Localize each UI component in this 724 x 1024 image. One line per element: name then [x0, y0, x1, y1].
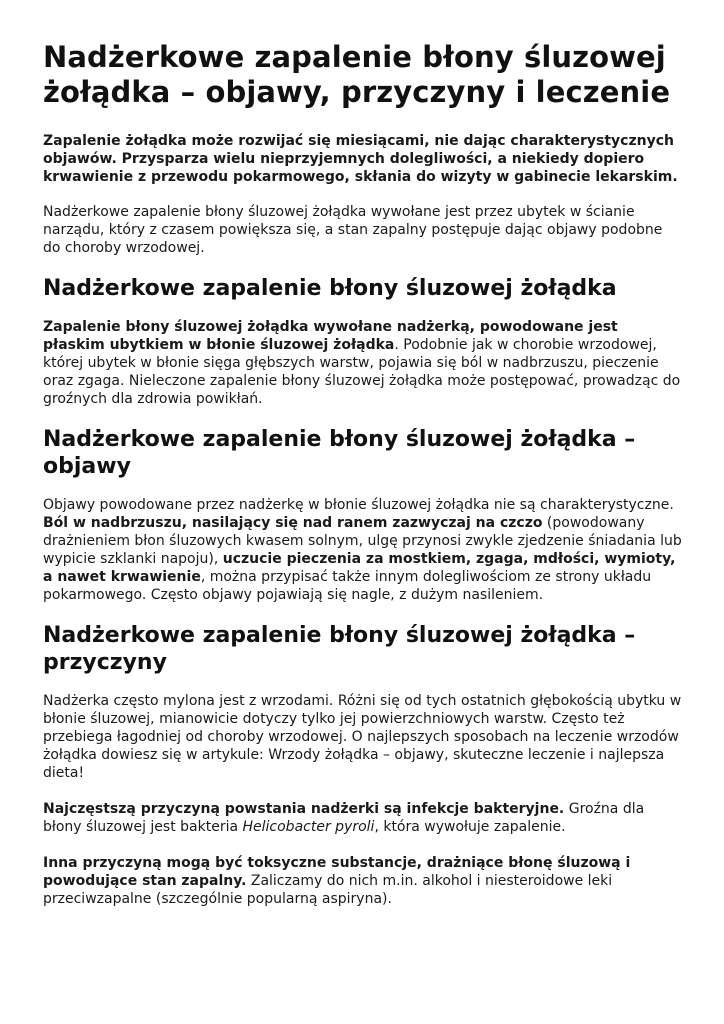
causes-bold-toxins: Inna przyczyną mogą być toksyczne substancje, drażniące błonę śluzową i powodujące stan zapalny.: [43, 855, 631, 889]
section-overview-paragraph: [43, 318, 684, 408]
symptoms-text-a: Objawy powodowane przez nadżerkę w błonie śluzowej żołądka nie są charakterystyczne.: [43, 497, 674, 513]
causes-text-b: , która wywołuje zapalenie.: [374, 819, 566, 835]
causes-italic-bacteria-name: Helicobacter pyroli: [242, 819, 375, 835]
causes-text-toxins: Zaliczamy do nich m.in. alkohol i niesteroidowe leki przeciwzapalne (szczególnie popularną aspiryna).: [43, 873, 613, 907]
article-lead: Zapalenie żołądka może rozwijać się miesiącami, nie dając charakterystycznych objawów. Przysparza wielu nieprzyjemnych dolegliwości, a niekiedy dopiero krwawienie z przewodu pokarmowego, skłania do wizyty w gabinecie lekarskim.: [43, 133, 678, 185]
article-intro: Nadżerkowe zapalenie błony śluzowej żołądka wywołane jest przez ubytek w ścianie narządu, który z czasem powiększa się, a stan zapalny postępuje dając objawy podobne do choroby wrzodowej.: [43, 204, 663, 256]
section-causes-paragraph-1: Nadżerka często mylona jest z wrzodami. Różni się od tych ostatnich głębokością ubytku w błonie śluzowej, mianowicie dotyczy tylko jej powierzchniowych warstw. Często też przebiega łagodniej od choroby wrzodowej. O najlepszych sposobach na leczenie wrzodów żołądka dowiesz się w artykule: Wrzody żołądka – objawy, skuteczne leczenie i najlepsza dieta!: [43, 693, 682, 781]
section-causes-paragraph-2: [43, 800, 684, 836]
symptoms-bold-b: Ból w nadbrzuszu, nasilający się nad ranem zazwyczaj na czczo: [43, 515, 543, 531]
causes-text-a: Groźna dla błony śluzowej jest bakteria: [43, 801, 645, 835]
symptoms-text-c: (powodowany drażnieniem błon śluzowych kwasem solnym, ulgę przynosi zwykle zjedzenie śniadania lub wypicie szklanki napoju),: [43, 515, 682, 567]
section-symptoms-paragraph: [43, 496, 684, 604]
symptoms-text-e: , można przypisać także innym dolegliwościom ze strony układu pokarmowego. Często objawy pojawiają się nagle, z dużym nasileniem.: [43, 569, 652, 603]
overview-text: . Podobnie jak w chorobie wrzodowej, której ubytek w błonie sięga głębszych warstw, pojawia się ból w nadbrzuszu, pieczenie oraz zgaga. Nieleczone zapalenie błony śluzowej żołądka może postępować, prowadząc do groźnych dla zdrowia powikłań.: [43, 337, 681, 407]
article-title: Nadżerkowe zapalenie błony śluzowej żołądka – objawy, przyczyny i leczenie: [43, 40, 671, 109]
overview-bold-text: Zapalenie błony śluzowej żołądka wywołane nadżerką, powodowane jest płaskim ubytkiem w błonie śluzowej żołądka: [43, 319, 618, 353]
causes-bold-bacteria: Najczęstszą przyczyną powstania nadżerki są infekcje bakteryjne.: [43, 801, 565, 817]
section-heading-symptoms: Nadżerkowe zapalenie błony śluzowej żołądka – objawy: [43, 427, 636, 479]
section-heading-causes: Nadżerkowe zapalenie błony śluzowej żołądka – przyczyny: [43, 623, 636, 675]
symptoms-bold-d: uczucie pieczenia za mostkiem, zgaga, mdłości, wymioty, a nawet krwawienie: [43, 551, 676, 585]
section-causes-paragraph-3: [43, 854, 684, 908]
section-heading-overview: Nadżerkowe zapalenie błony śluzowej żołądka: [43, 276, 617, 301]
